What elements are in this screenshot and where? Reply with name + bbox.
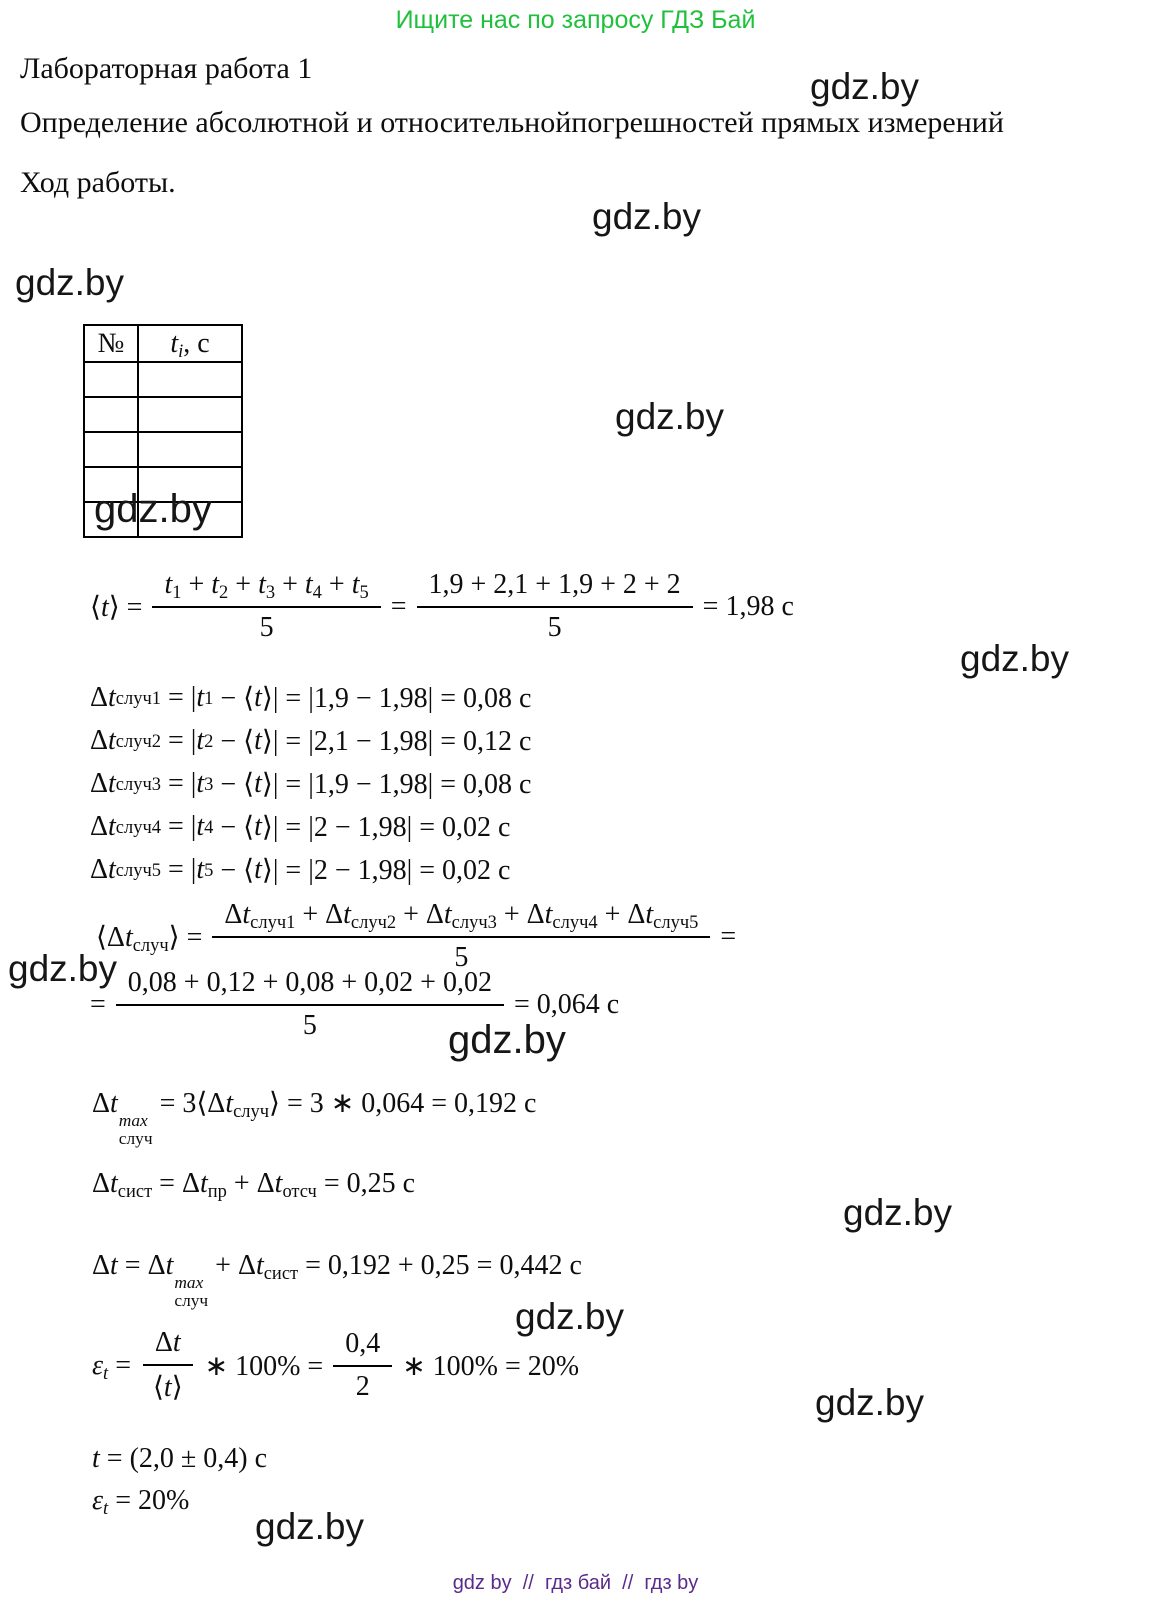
watermark-gdz: gdz.by [843,1192,953,1233]
watermark-gdz: gdz.by [15,262,125,303]
fraction: $\frac{\Delta t}{⟨t⟩}$ [141,1326,195,1405]
formula-final-time: t = (2,0 ± 0,4) с [92,1443,268,1474]
watermark-gdz: gdz.by [515,1296,625,1337]
watermark-gdz: gdz.by [255,1506,365,1547]
formula-max-deviation: Δt max случ = $3⟨\Delta t_{случ}⟩ = 3$ ∗ 0,064 = 0,192 с [92,1088,537,1149]
formula-average-time [90,568,794,645]
formula-dev-4: Δ t случ4 = | t 4 − ⟨ t ⟩| = |2 − 1,98| = 0,02 с [90,810,511,843]
formula-average-deviation [96,898,736,975]
watermark-gdz: gdz.by [448,1018,566,1062]
equals-sign: = [390,590,407,622]
footer-promo: gdz by // гдз бай // гдз by [452,1572,699,1594]
table-header-row [84,325,242,362]
formula-dev-1: Δ t случ1 = | t 1 − ⟨ t ⟩| = |1,9 − 1,98| = 0,08 с [90,681,532,714]
formula-relative-error [92,1326,579,1405]
equals-sign: = [90,988,106,1020]
fraction: $\frac{0,4}{2}$ [333,1327,392,1404]
column-header-time: $t_i$, с [138,325,242,362]
doc-subtitle: Определение абсолютной и относительнойпогрешностей прямых измерений [20,106,1004,139]
promo-banner: Ищите нас по запросу ГДЗ Бай [395,6,756,34]
watermark-gdz: gdz.by [815,1382,925,1423]
equals-sign: = [720,920,737,952]
watermark-gdz: gdz.by [592,196,702,237]
watermark-gdz: gdz.by [810,66,920,107]
formula-lhs: ⟨t⟩ = [90,591,143,623]
formula-lhs: $⟨\Delta t_{случ}⟩$ = [96,921,203,955]
table-row [84,432,242,467]
formula-total-error: Δt = Δt max случ + $\Delta t_{сист} = 0,192 + 0,25 = 0,442$ с [92,1250,582,1311]
deviation-formulas [90,676,531,891]
watermark-gdz: gdz.by [615,396,725,437]
formula-result: = 0,064 с [513,988,620,1020]
formula-lhs: $\varepsilon_t$ = [92,1349,131,1383]
fraction: $\frac{t_1 + t_2 + t_3 + t_4 + t_5}{5}$ [152,568,380,645]
formula-final-epsilon: $\varepsilon_t = 20\%$ [92,1485,190,1519]
formula-systematic-error: $\Delta t_{сист} = \Delta t_{пр} + \Delta t_{отсч} = 0,25$ с [92,1168,416,1202]
fraction: $\frac{\Delta t_{случ1} + \Delta t_{случ2} + \Delta t_{случ3} + \Delta t_{случ4} + \Delta t_{случ5}}{5}$ [212,898,710,975]
watermark-gdz: gdz.by [94,487,212,531]
fraction: $\frac{1,9 + 2,1 + 1,9 + 2 + 2}{5}$ [417,568,693,645]
formula-mid: ∗ 100% = [204,1350,324,1382]
column-header-number: № [84,325,138,362]
table-row [84,397,242,432]
section-heading: Ход работы. [20,166,176,199]
lab-title: Лабораторная работа 1 [20,52,313,85]
formula-dev-3: Δ t случ3 = | t 3 − ⟨ t ⟩| = |1,9 − 1,98| = 0,08 с [90,767,532,800]
formula-dev-5: Δ t случ5 = | t 5 − ⟨ t ⟩| = |2 − 1,98| = 0,02 с [90,853,511,886]
formula-result: ∗ 100% = 20% [402,1350,580,1382]
table-row [84,362,242,397]
watermark-gdz: gdz.by [960,638,1070,679]
formula-dev-2: Δ t случ2 = | t 2 − ⟨ t ⟩| = |2,1 − 1,98| = 0,12 с [90,724,532,757]
formula-result: = 1,98 с [702,590,794,622]
watermark-gdz: gdz.by [8,948,118,989]
fraction: $\frac{0,08 + 0,12 + 0,08 + 0,02 + 0,02}{5}$ [116,966,504,1043]
